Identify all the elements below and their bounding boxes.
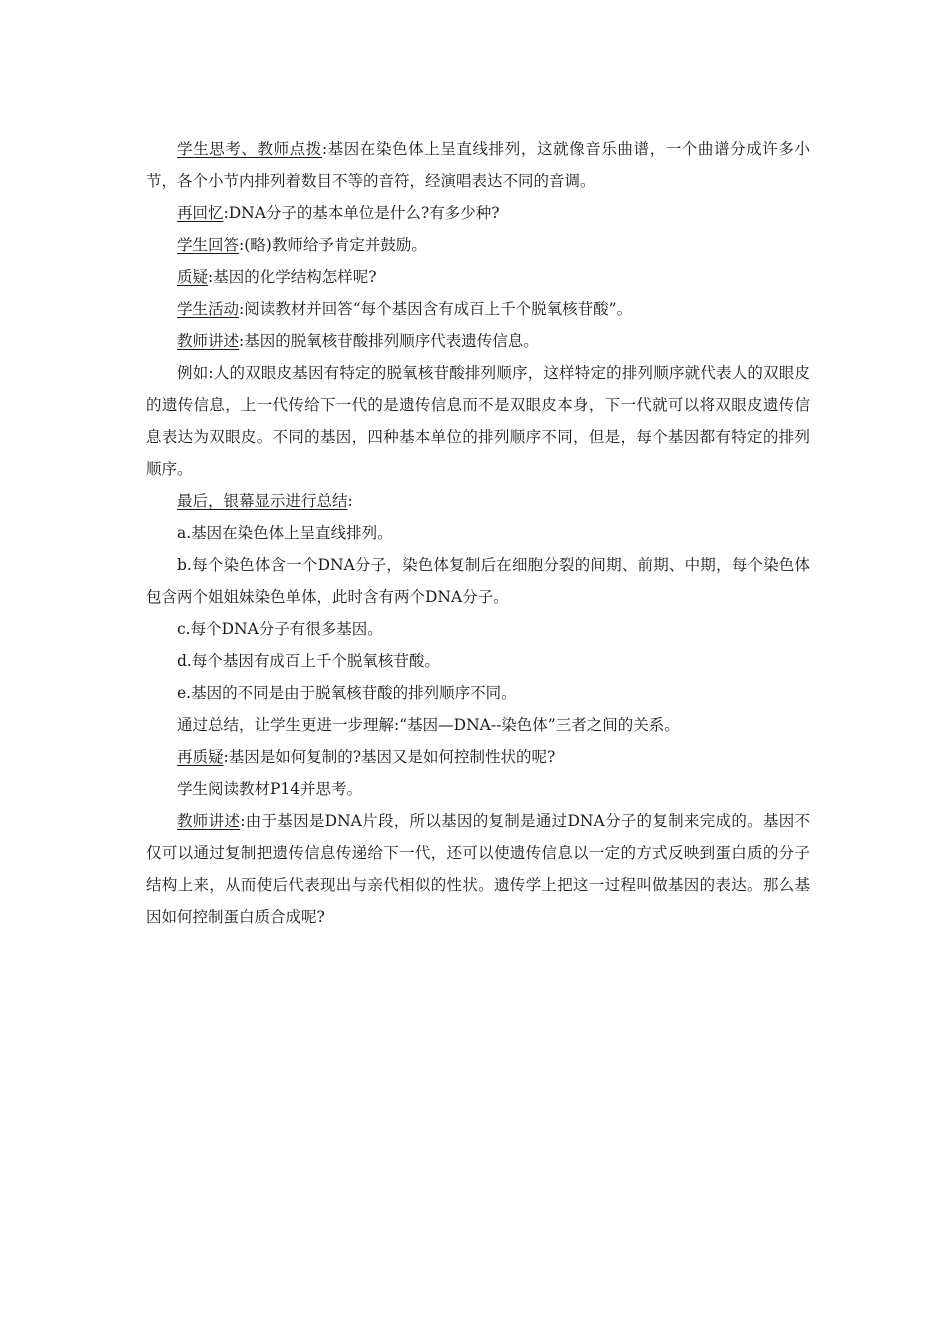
- summary-item-a: [146, 517, 810, 549]
- paragraph-label: 学生活动: [177, 300, 240, 318]
- paragraph-student-thinking: [146, 133, 810, 197]
- paragraph-teacher-narration-2: [146, 805, 810, 933]
- paragraph-text: :: [347, 492, 353, 510]
- paragraph-example: [146, 357, 810, 485]
- document-page: [146, 133, 810, 933]
- paragraph-label: 再回忆: [177, 204, 224, 222]
- paragraph-text: 学生阅读教材P14并思考。: [177, 780, 363, 798]
- paragraph-re-question: [146, 741, 810, 773]
- summary-item-e: [146, 677, 810, 709]
- paragraph-student-reading: [146, 773, 810, 805]
- paragraph-text: 通过总结，让学生更进一步理解:“基因—DNA--染色体”三者之间的关系。: [177, 716, 680, 734]
- paragraph-text: e.基因的不同是由于脱氧核苷酸的排列顺序不同。: [177, 684, 517, 702]
- paragraph-question: [146, 261, 810, 293]
- paragraph-label: 质疑: [177, 268, 209, 286]
- paragraph-student-answer: [146, 229, 810, 261]
- paragraph-teacher-narration: [146, 325, 810, 357]
- paragraph-text: b.每个染色体含一个DNA分子，染色体复制后在细胞分裂的间期、前期、中期，每个染色体包含两个姐姐妹染色单体，此时含有两个DNA分子。: [146, 556, 810, 606]
- paragraph-recall: [146, 197, 810, 229]
- paragraph-text: :阅读教材并回答“每个基因含有成百上千个脱氧核苷酸”。: [239, 300, 633, 318]
- summary-item-c: [146, 613, 810, 645]
- paragraph-label: 教师讲述: [177, 812, 241, 830]
- paragraph-label: 学生回答: [177, 236, 240, 254]
- summary-item-b: [146, 549, 810, 613]
- summary-item-d: [146, 645, 810, 677]
- paragraph-text: :由于基因是DNA片段，所以基因的复制是通过DNA分子的复制来完成的。基因不仅可以通过复制把遗传信息传递给下一代，还可以使遗传信息以一定的方式反映到蛋白质的分子结构上来，从而使后代表现出与亲代相似的性状。遗传学上把这一过程叫做基因的表达。那么基因如何控制蛋白质合成呢?: [146, 812, 810, 926]
- paragraph-text: d.每个基因有成百上千个脱氧核苷酸。: [177, 652, 440, 670]
- paragraph-label: 最后，银幕显示进行总结: [177, 492, 348, 510]
- paragraph-summary-intro: [146, 485, 810, 517]
- paragraph-label: 学生思考、教师点拨: [177, 140, 322, 158]
- paragraph-summary-conclusion: [146, 709, 810, 741]
- paragraph-text: :DNA分子的基本单位是什么?有多少种?: [223, 204, 500, 222]
- paragraph-text: :(略)教师给予肯定并鼓励。: [239, 236, 427, 254]
- paragraph-text: :基因的脱氧核苷酸排列顺序代表遗传信息。: [239, 332, 539, 350]
- paragraph-text: c.每个DNA分子有很多基因。: [177, 620, 383, 638]
- paragraph-text: a.基因在染色体上呈直线排列。: [177, 524, 393, 542]
- paragraph-text: :基因是如何复制的?基因又是如何控制性状的呢?: [223, 748, 556, 766]
- paragraph-text: :基因在染色体上呈直线排列，这就像音乐曲谱，一个曲谱分成许多小节，各个小节内排列着数目不等的音符，经演唱表达不同的音调。: [146, 140, 810, 190]
- paragraph-label: 再质疑: [177, 748, 224, 766]
- paragraph-text: 例如:人的双眼皮基因有特定的脱氧核苷酸排列顺序，这样特定的排列顺序就代表人的双眼皮的遗传信息，上一代传给下一代的是遗传信息而不是双眼皮本身，下一代就可以将双眼皮遗传信息表达为双眼皮。不同的基因，四种基本单位的排列顺序不同，但是，每个基因都有特定的排列顺序。: [146, 364, 810, 478]
- paragraph-label: 教师讲述: [177, 332, 240, 350]
- paragraph-text: :基因的化学结构怎样呢?: [208, 268, 377, 286]
- paragraph-student-activity: [146, 293, 810, 325]
